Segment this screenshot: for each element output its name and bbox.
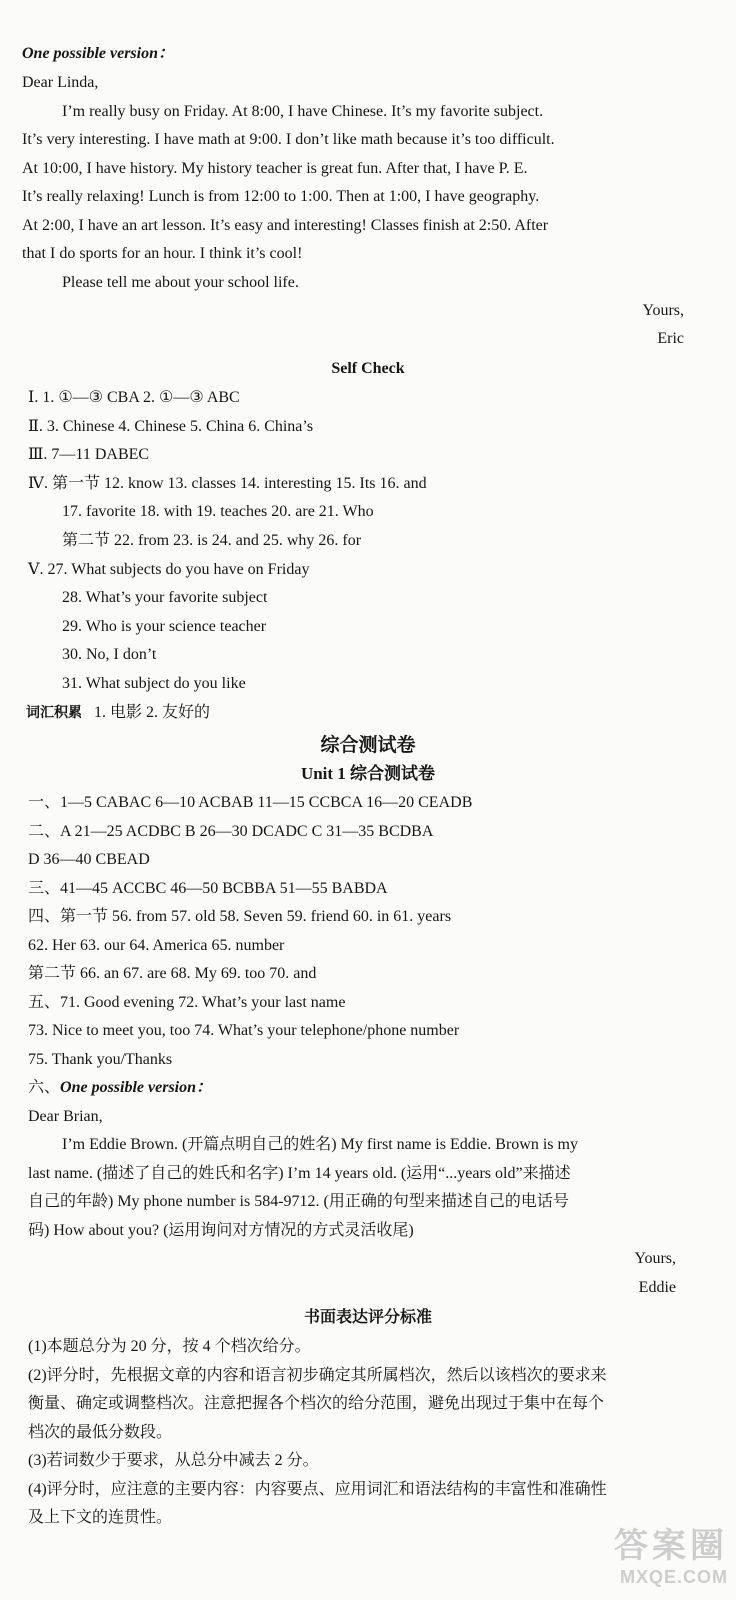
self-check-line: 28. What’s your favorite subject	[62, 589, 268, 606]
vocab-items: 1. 电影 2. 友好的	[94, 704, 211, 721]
self-check-line: 29. Who is your science teacher	[62, 618, 267, 635]
letter1-line: At 2:00, I have an art lesson. It’s easy and interesting! Classes finish at 2:50. After	[22, 217, 549, 234]
self-check-line: Ⅳ. 第一节 12. know 13. classes 14. interesting 15. Its 16. and	[28, 475, 427, 492]
self-check-line: Ⅱ. 3. Chinese 4. Chinese 5. China 6. China’s	[28, 418, 314, 435]
letter1-line: I’m really busy on Friday. At 8:00, I have Chinese. It’s my favorite subject.	[62, 103, 544, 120]
test-line: 二、A 21—25 ACDBC B 26—30 DCADC C 31—35 BCDBA	[28, 823, 434, 840]
letter2-line: 码) How about you? (运用询问对方情况的方式灵活收尾)	[28, 1222, 414, 1239]
letter2-line: 自己的年龄) My phone number is 584-9712. (用正确的句型来描述自己的电话号	[28, 1193, 569, 1210]
letter1-line: that I do sports for an hour. I think it’s cool!	[22, 245, 303, 262]
vocab-label: 词汇积累	[26, 706, 82, 721]
letter2-signature: Eddie	[638, 1279, 676, 1296]
self-check-title: Self Check	[331, 360, 405, 377]
letter2-heading	[28, 1078, 212, 1098]
self-check-line: Ⅴ. 27. What subjects do you have on Friday	[28, 561, 310, 578]
self-check-line: 30. No, I don’t	[62, 646, 157, 663]
test-line: D 36—40 CBEAD	[28, 851, 150, 868]
letter1-line: Please tell me about your school life.	[62, 274, 299, 291]
self-check-line: 31. What subject do you like	[62, 675, 246, 692]
letter1-signature: Eric	[657, 330, 684, 347]
self-check-line: 第二节 22. from 23. is 24. and 25. why 26. for	[62, 532, 362, 549]
test-line: 第二节 66. an 67. are 68. My 69. too 70. and	[28, 965, 317, 982]
criteria-title: 书面表达评分标准	[303, 1309, 432, 1326]
self-check-line: Ⅰ. 1. ①—③ CBA 2. ①—③ ABC	[28, 389, 240, 406]
test-line: 五、71. Good evening 72. What’s your last name	[28, 994, 346, 1011]
test-line: 四、第一节 56. from 57. old 58. Seven 59. friend 60. in 61. years	[28, 908, 452, 925]
self-check-line: 17. favorite 18. with 19. teaches 20. are 21. Who	[62, 503, 374, 520]
test-line: 75. Thank you/Thanks	[28, 1051, 173, 1068]
criteria-line: (3)若词数少于要求，从总分中减去 2 分。	[28, 1452, 319, 1469]
criteria-line: 及上下文的连贯性。	[28, 1509, 173, 1526]
test-line: 一、1—5 CABAC 6—10 ACBAB 11—15 CCBCA 16—20 CEADB	[28, 794, 473, 811]
self-check-line: Ⅲ. 7—11 DABEC	[28, 446, 150, 463]
watermark-url: MXQE.COM	[619, 1567, 728, 1587]
letter2-closing: Yours,	[634, 1250, 676, 1267]
test-line: 62. Her 63. our 64. America 65. number	[28, 937, 285, 954]
letter1-line: It’s very interesting. I have math at 9:00. I don’t like math because it’s too difficult.	[22, 131, 555, 148]
letter2-label: One possible version：	[60, 1079, 213, 1096]
test-line: 73. Nice to meet you, too 74. What’s your telephone/phone number	[28, 1022, 460, 1039]
letter2-prefix: 六、	[28, 1079, 61, 1096]
letter1-label: One possible version：	[22, 45, 175, 62]
letter2-line: I’m Eddie Brown. (开篇点明自己的姓名) My first name is Eddie. Brown is my	[62, 1136, 578, 1153]
criteria-line: (4)评分时，应注意的主要内容：内容要点、应用词汇和语法结构的丰富性和准确性	[28, 1481, 607, 1498]
letter1-closing: Yours,	[642, 302, 684, 319]
letter1-line: At 10:00, I have history. My history teacher is great fun. After that, I have P. E.	[22, 160, 528, 177]
criteria-line: (1)本题总分为 20 分，按 4 个档次给分。	[28, 1338, 311, 1355]
test-line: 三、41—45 ACCBC 46—50 BCBBA 51—55 BABDA	[28, 880, 388, 897]
watermark-logo	[614, 1518, 728, 1588]
letter2-line: last name. (描述了自己的姓氏和名字) I’m 14 years old. (运用“...years old”来描述	[28, 1165, 571, 1182]
vocab-row	[26, 703, 210, 724]
watermark-chinese: 答案圈	[614, 1527, 728, 1565]
criteria-line: 衡量、确定或调整档次。注意把握各个档次的给分范围，避免出现过于集中在每个	[28, 1395, 605, 1412]
letter2-greeting: Dear Brian,	[28, 1108, 103, 1125]
test-subtitle: Unit 1 综合测试卷	[300, 764, 436, 783]
test-title: 综合测试卷	[320, 735, 416, 756]
criteria-line: (2)评分时，先根据文章的内容和语言初步确定其所属档次，然后以该档次的要求来	[28, 1367, 607, 1384]
letter1-line: It’s really relaxing! Lunch is from 12:00 to 1:00. Then at 1:00, I have geography.	[22, 188, 540, 205]
letter1-greeting: Dear Linda,	[22, 74, 99, 91]
criteria-line: 档次的最低分数段。	[28, 1424, 173, 1441]
